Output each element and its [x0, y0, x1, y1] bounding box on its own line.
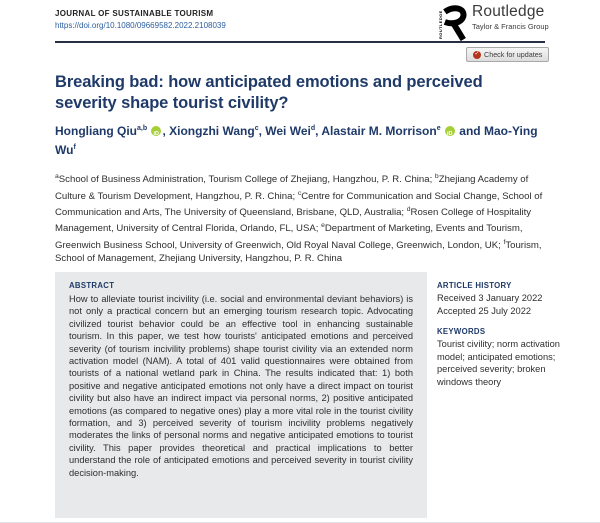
author-name: Hongliang Qiu	[55, 124, 137, 138]
affiliation-sup: b	[434, 173, 439, 180]
keywords-heading: KEYWORDS	[437, 327, 486, 336]
orcid-icon[interactable]	[151, 126, 161, 136]
publisher-name: Routledge	[472, 3, 545, 20]
routledge-r-icon	[443, 3, 467, 41]
author-affil-sup: c	[254, 125, 259, 132]
affiliation-text: Centre for Communication and Social Change, School of Communication and Arts, The University of Queensland, Brisbane, QLD, Australia;	[55, 190, 543, 218]
author	[169, 124, 265, 138]
author-name: Wei Wei	[265, 124, 311, 138]
routledge-vertical-text: ROUTLEDGE	[438, 10, 443, 39]
author-affil-sup: d	[310, 125, 316, 132]
author-separator: ,	[315, 124, 322, 138]
author-separator: ,	[162, 124, 170, 138]
abstract-box	[55, 272, 427, 518]
affiliation-sup: e	[321, 222, 325, 230]
check-for-updates-button[interactable]	[466, 47, 549, 62]
orcid-icon[interactable]	[445, 126, 455, 136]
affiliation-text: Rosen College of Hospitality Management, University of Central Florida, Orlando, FL, USA;	[55, 206, 532, 235]
check-for-updates-label: Check for updates	[484, 50, 543, 59]
affiliation-text: Tourism, School of Management, Zhejiang University, Hangzhou, P. R. China	[55, 239, 542, 264]
affiliation-text: School of Business Administration, Tourism College of Zhejiang, Hangzhou, P. R. China;	[58, 174, 435, 186]
journal-name: JOURNAL OF SUSTAINABLE TOURISM	[55, 9, 214, 18]
publisher-tagline: Taylor & Francis Group	[472, 22, 549, 31]
author	[265, 124, 321, 138]
author-name: Alastair M. Morrison	[321, 124, 437, 138]
doi-link[interactable]: https://doi.org/10.1080/09669582.2022.2108039	[55, 21, 226, 30]
affiliation-sup: c	[297, 189, 302, 197]
publisher-wordmark	[472, 3, 549, 31]
author-separator: ,	[258, 124, 266, 138]
received-date: Received 3 January 2022	[437, 293, 543, 303]
affiliation-text: Zhejiang Academy of Culture & Tourism Development, Hangzhou, P. R. China;	[55, 174, 529, 202]
keywords-text: Tourist civility; norm activation model; anticipated emotions; perceived severity; broken windows theory	[437, 339, 560, 387]
affiliation-sup: f	[503, 238, 506, 246]
article-history-heading: ARTICLE HISTORY	[437, 281, 512, 290]
author-affil-sup: e	[436, 125, 441, 132]
affiliation-sup: d	[406, 205, 411, 213]
affiliation	[55, 174, 435, 185]
accepted-date: Accepted 25 July 2022	[437, 305, 532, 316]
author-list	[55, 121, 560, 158]
author	[55, 124, 169, 138]
author	[321, 124, 484, 138]
article-title: Breaking bad: how anticipated emotions and perceived severity shape tourist civility?	[55, 73, 483, 112]
crossmark-icon	[473, 51, 481, 59]
routledge-colophon-icon	[438, 3, 467, 41]
header-rule	[55, 41, 545, 43]
author-name: Xiongzhi Wang	[169, 124, 255, 138]
affiliations	[55, 170, 545, 265]
affiliation-sup: a	[55, 173, 59, 180]
author-affil-sup: f	[73, 143, 76, 151]
author-separator: and	[455, 124, 484, 138]
routledge-logo	[438, 3, 549, 41]
author-affil-sup: a,b	[137, 125, 148, 132]
author-name: Mao-Ying Wu	[55, 124, 538, 157]
abstract-heading: ABSTRACT	[69, 281, 115, 290]
abstract-text: How to alleviate tourist incivility (i.e. social and environmental deviant behaviors) is not only a practical concern but an emerging tourism research topic. Advocating civilized tourist behavior could be an effective tool in enhancing sustainable tourism. In this paper, we test how tourists' anticipated emotions and perceived severity (of tourism incivility problems) shape tourist civility via an extended norm activation model (NAM). A total of 401 valid questionnaires were obtained from tourists of a national wetland park in China. The results indicated that: 1) both positive and negative anticipated emotions not only have a direct impact on tourist civility but also have an indirect impact via personal norms, 2) positive anticipated emotions (as compared to negative ones) play a more vital role in the tourist civility formation, and 3) perceived severity of tourism incivility problems negatively moderates the links of personal norms and negative anticipated emotions to tourist civility. This paper provides theoretical and practical implications to better understand the role of anticipated emotions and perceived severity in tourist civility decision-making.	[69, 294, 413, 478]
affiliation-text: Department of Marketing, Events and Tourism, Greenwich Business School, University of Greenwich, Old Royal Naval College, Greenwich, London, UK;	[55, 223, 523, 251]
article-info-sidebar	[437, 281, 565, 388]
